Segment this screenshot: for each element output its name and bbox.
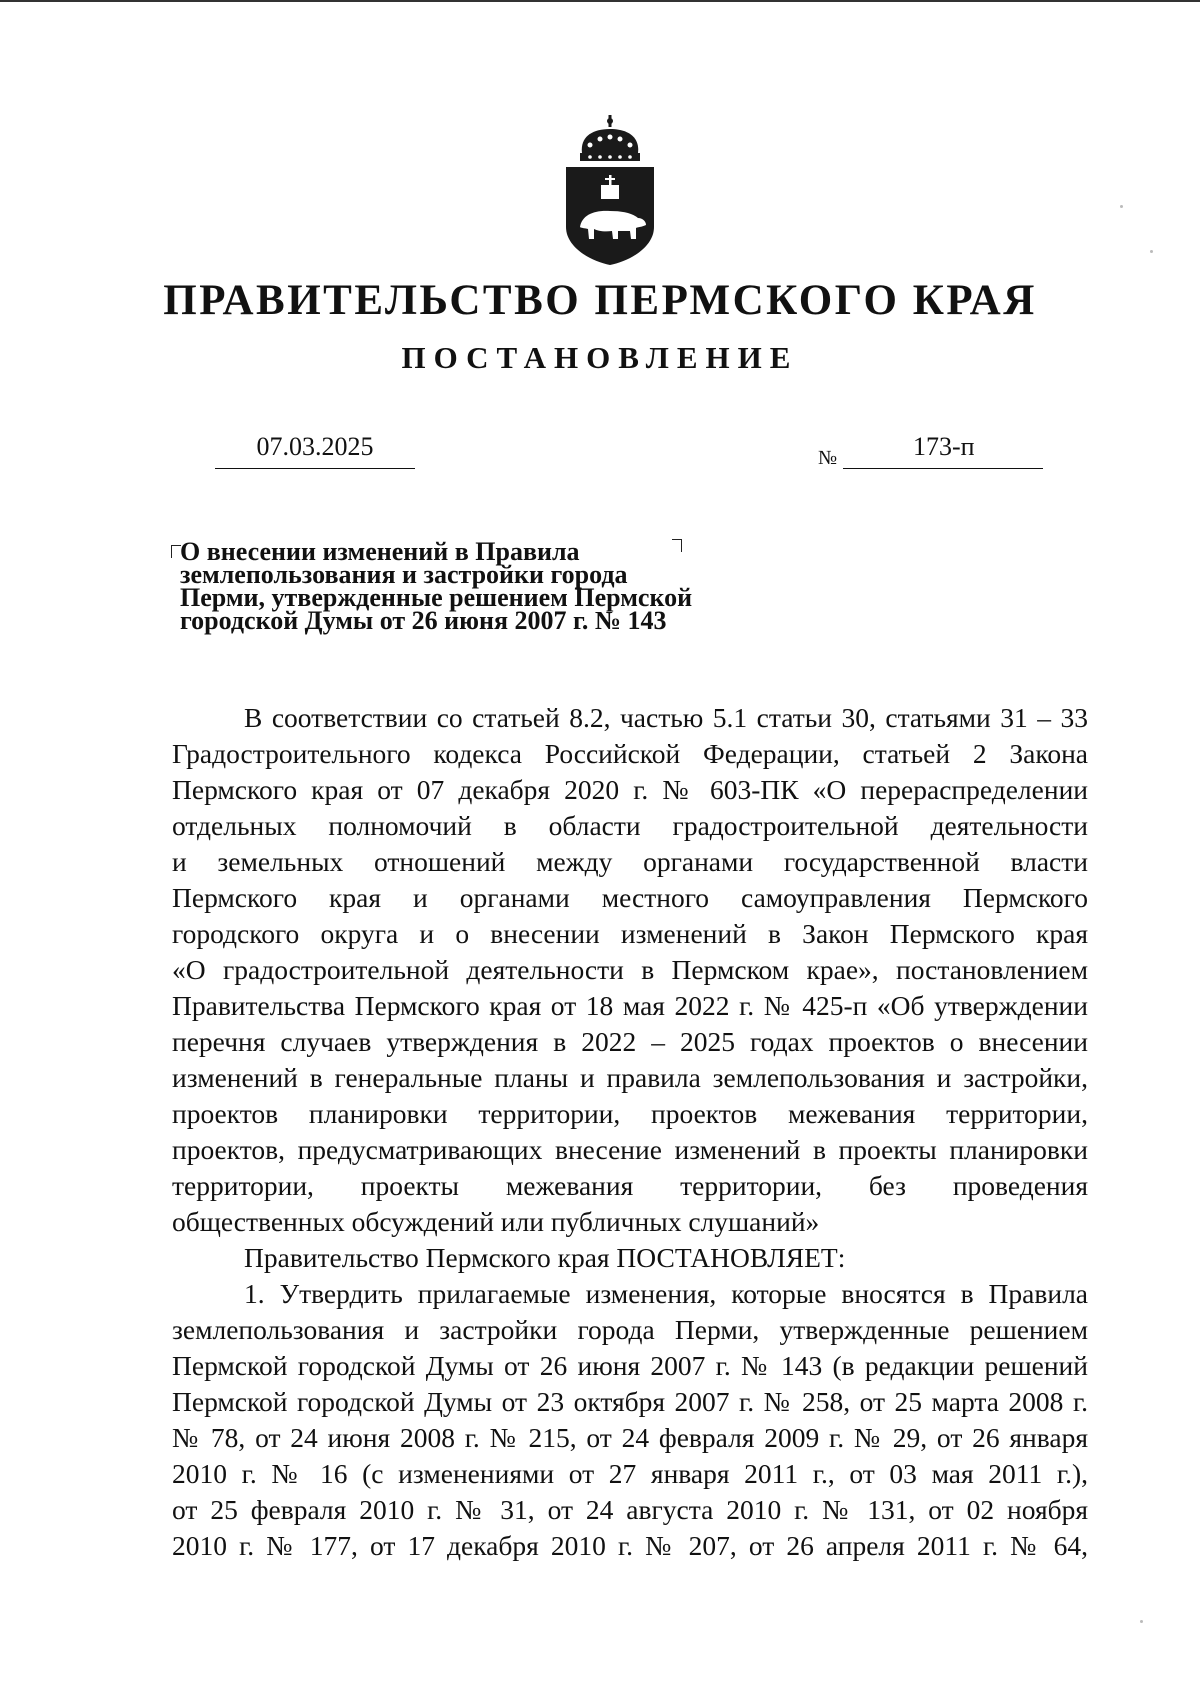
subject-line: Перми, утвержденные решением Пермской — [180, 583, 693, 612]
body-line: от 25 февраля 2010 г. № 31, от 24 августа 2010 г. № 131, от 02 ноября — [172, 1494, 1088, 1525]
body-line: № 78, от 24 июня 2008 г. № 215, от 24 февраля 2009 г. № 29, от 26 января — [172, 1422, 1088, 1453]
subject-line: землепользования и застройки города — [180, 560, 628, 589]
body-line: территории, проекты межевания территории, без проведения — [172, 1170, 1088, 1201]
body-line: 1. Утвердить прилагаемые изменения, которые вносятся в Правила — [244, 1278, 1088, 1309]
body-line: В соответствии со статьей 8.2, частью 5.1 статьи 30, статьями 31 – 33 — [244, 702, 1088, 733]
subject-line: О внесении изменений в Правила — [180, 537, 580, 566]
document-body — [172, 700, 1088, 1564]
body-line: Правительства Пермского края от 18 мая 2022 г. № 425-п «Об утверждении — [172, 990, 1088, 1021]
subject-line: городской Думы от 26 июня 2007 г. № 143 — [180, 606, 667, 635]
body-line: «О градостроительной деятельности в Пермском крае», постановлением — [172, 954, 1088, 985]
scan-speck — [1150, 250, 1153, 253]
body-line: 2010 г. № 16 (с изменениями от 27 января 2011 г., от 03 мая 2011 г.), — [172, 1458, 1088, 1489]
body-line: проектов планировки территории, проектов межевания территории, — [172, 1098, 1088, 1129]
body-line: отдельных полномочий в области градостроительной деятельности — [172, 810, 1088, 841]
scan-speck — [1120, 205, 1123, 208]
scan-edge — [0, 0, 1200, 2]
body-line: землепользования и застройки города Перми, утвержденные решением — [172, 1314, 1088, 1345]
body-line: проектов, предусматривающих внесение изменений в проекты планировки — [172, 1134, 1088, 1165]
scan-speck — [1140, 1620, 1143, 1623]
body-line: общественных обсуждений или публичных слушаний» — [172, 1206, 820, 1237]
document-subject — [180, 537, 780, 635]
body-line: изменений в генеральные планы и правила землепользования и застройки, — [172, 1062, 1088, 1093]
body-line: Градостроительного кодекса Российской Федерации, статьей 2 Закона — [172, 738, 1088, 769]
body-line: Пермской городской Думы от 23 октября 2007 г. № 258, от 25 марта 2008 г. — [172, 1386, 1088, 1417]
document-number-field — [843, 432, 1043, 469]
body-line: Пермской городской Думы от 26 июня 2007 г. № 143 (в редакции решений — [172, 1350, 1088, 1381]
document-date: 07.03.2025 — [215, 432, 415, 469]
body-line: 2010 г. № 177, от 17 декабря 2010 г. № 207, от 26 апреля 2011 г. № 64, — [172, 1530, 1088, 1561]
body-line: перечня случаев утверждения в 2022 – 2025 годах проектов о внесении — [172, 1026, 1088, 1057]
body-line: городского округа и о внесении изменений в Закон Пермского края — [172, 918, 1088, 949]
coat-of-arms-icon — [560, 115, 660, 265]
body-line: Пермского края от 07 декабря 2020 г. № 603-ПК «О перераспределении — [172, 774, 1088, 805]
body-line: и земельных отношений между органами государственной власти — [172, 846, 1088, 877]
number-sign: № — [818, 447, 838, 469]
government-title: ПРАВИТЕЛЬСТВО ПЕРМСКОГО КРАЯ — [163, 277, 1037, 324]
body-line: Правительство Пермского края ПОСТАНОВЛЯЕТ: — [244, 1242, 846, 1273]
body-line: Пермского края и органами местного самоуправления Пермского — [172, 882, 1088, 913]
document-number: 173-п — [913, 432, 975, 461]
document-type: ПОСТАНОВЛЕНИЕ — [401, 340, 799, 375]
